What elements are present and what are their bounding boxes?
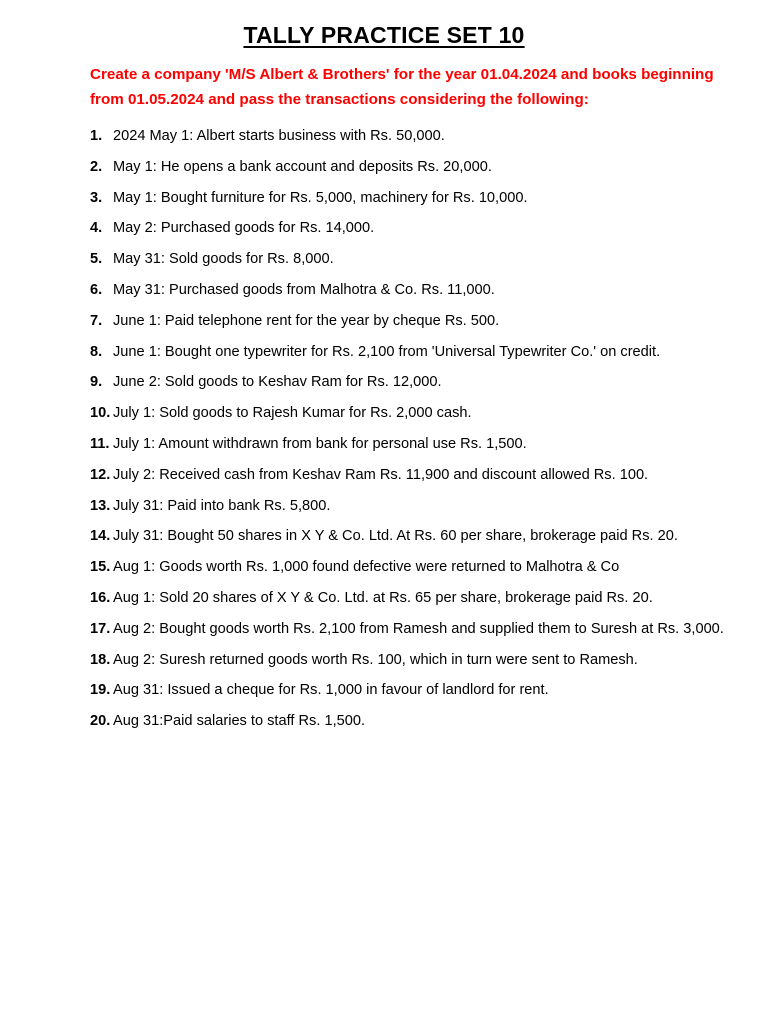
- list-item: [90, 275, 740, 306]
- list-item: [90, 706, 740, 737]
- item-text: Aug 31: Issued a cheque for Rs. 1,000 in favour of landlord for rent.: [113, 682, 549, 699]
- item-number: 19.: [90, 682, 111, 699]
- item-number: 20.: [90, 713, 111, 730]
- list-item: [90, 614, 740, 645]
- item-number: 16.: [90, 589, 111, 606]
- item-number: 15.: [90, 559, 111, 576]
- list-item: [90, 337, 740, 368]
- item-text: Aug 1: Goods worth Rs. 1,000 found defective were returned to Malhotra & Co: [113, 559, 620, 576]
- item-number: 14.: [90, 528, 111, 545]
- page-title-text: TALLY PRACTICE SET 10: [243, 22, 525, 48]
- item-number: 9.: [90, 374, 103, 391]
- item-number: 5.: [90, 251, 103, 268]
- item-text: Aug 1: Sold 20 shares of X Y & Co. Ltd. at Rs. 65 per share, brokerage paid Rs. 20.: [113, 589, 653, 606]
- item-number: 3.: [90, 189, 103, 206]
- item-text: Aug 2: Suresh returned goods worth Rs. 100, which in turn were sent to Ramesh.: [113, 651, 638, 668]
- list-item: [90, 213, 740, 244]
- list-item: [90, 675, 740, 706]
- item-text: May 1: He opens a bank account and deposits Rs. 20,000.: [113, 158, 492, 175]
- item-text: Aug 31:Paid salaries to staff Rs. 1,500.: [113, 713, 366, 730]
- page-title: [0, 20, 768, 50]
- list-item: [90, 460, 740, 491]
- list-item: [90, 491, 740, 522]
- item-text: May 1: Bought furniture for Rs. 5,000, machinery for Rs. 10,000.: [113, 189, 528, 206]
- item-text: June 1: Bought one typewriter for Rs. 2,100 from 'Universal Typewriter Co.' on credit.: [113, 343, 661, 360]
- item-number: 11.: [90, 435, 110, 452]
- item-number: 13.: [90, 497, 111, 514]
- item-number: 10.: [90, 405, 111, 422]
- item-number: 8.: [90, 343, 103, 360]
- item-number: 17.: [90, 620, 111, 637]
- item-text: July 1: Sold goods to Rajesh Kumar for Rs. 2,000 cash.: [113, 405, 472, 422]
- item-number: 4.: [90, 220, 103, 237]
- item-text: June 1: Paid telephone rent for the year by cheque Rs. 500.: [113, 312, 500, 329]
- list-item: [90, 645, 740, 676]
- list-item: [90, 583, 740, 614]
- list-item: [90, 398, 740, 429]
- item-number: 2.: [90, 158, 103, 175]
- item-text: May 31: Purchased goods from Malhotra & Co. Rs. 11,000.: [113, 281, 495, 298]
- intro-instructions: Create a company 'M/S Albert & Brothers' for the year 01.04.2024 and books beginning from 01.05.2024 and pass the transactions considering the following:: [90, 66, 714, 108]
- list-item: [90, 183, 740, 214]
- item-number: 18.: [90, 651, 111, 668]
- list-item: [90, 367, 740, 398]
- transaction-list: [90, 121, 740, 737]
- list-item: [90, 521, 740, 552]
- list-item: [90, 429, 740, 460]
- item-text: 2024 May 1: Albert starts business with Rs. 50,000.: [113, 128, 445, 144]
- item-number: 12.: [90, 466, 111, 483]
- item-text: May 2: Purchased goods for Rs. 14,000.: [113, 220, 375, 237]
- list-item: [90, 244, 740, 275]
- item-number: 7.: [90, 312, 103, 329]
- list-item: [90, 552, 740, 583]
- item-text: July 1: Amount withdrawn from bank for personal use Rs. 1,500.: [113, 435, 527, 452]
- item-text: June 2: Sold goods to Keshav Ram for Rs. 12,000.: [113, 374, 442, 391]
- item-number: 1.: [90, 128, 103, 144]
- item-text: Aug 2: Bought goods worth Rs. 2,100 from Ramesh and supplied them to Suresh at Rs. 3,000.: [113, 620, 724, 637]
- list-item: [90, 152, 740, 183]
- list-item: [90, 121, 740, 152]
- item-text: July 31: Bought 50 shares in X Y & Co. Ltd. At Rs. 60 per share, brokerage paid Rs. 20.: [113, 528, 678, 545]
- item-number: 6.: [90, 281, 103, 298]
- list-item: [90, 306, 740, 337]
- item-text: July 2: Received cash from Keshav Ram Rs. 11,900 and discount allowed Rs. 100.: [113, 466, 649, 483]
- item-text: July 31: Paid into bank Rs. 5,800.: [113, 497, 331, 514]
- item-text: May 31: Sold goods for Rs. 8,000.: [113, 251, 334, 268]
